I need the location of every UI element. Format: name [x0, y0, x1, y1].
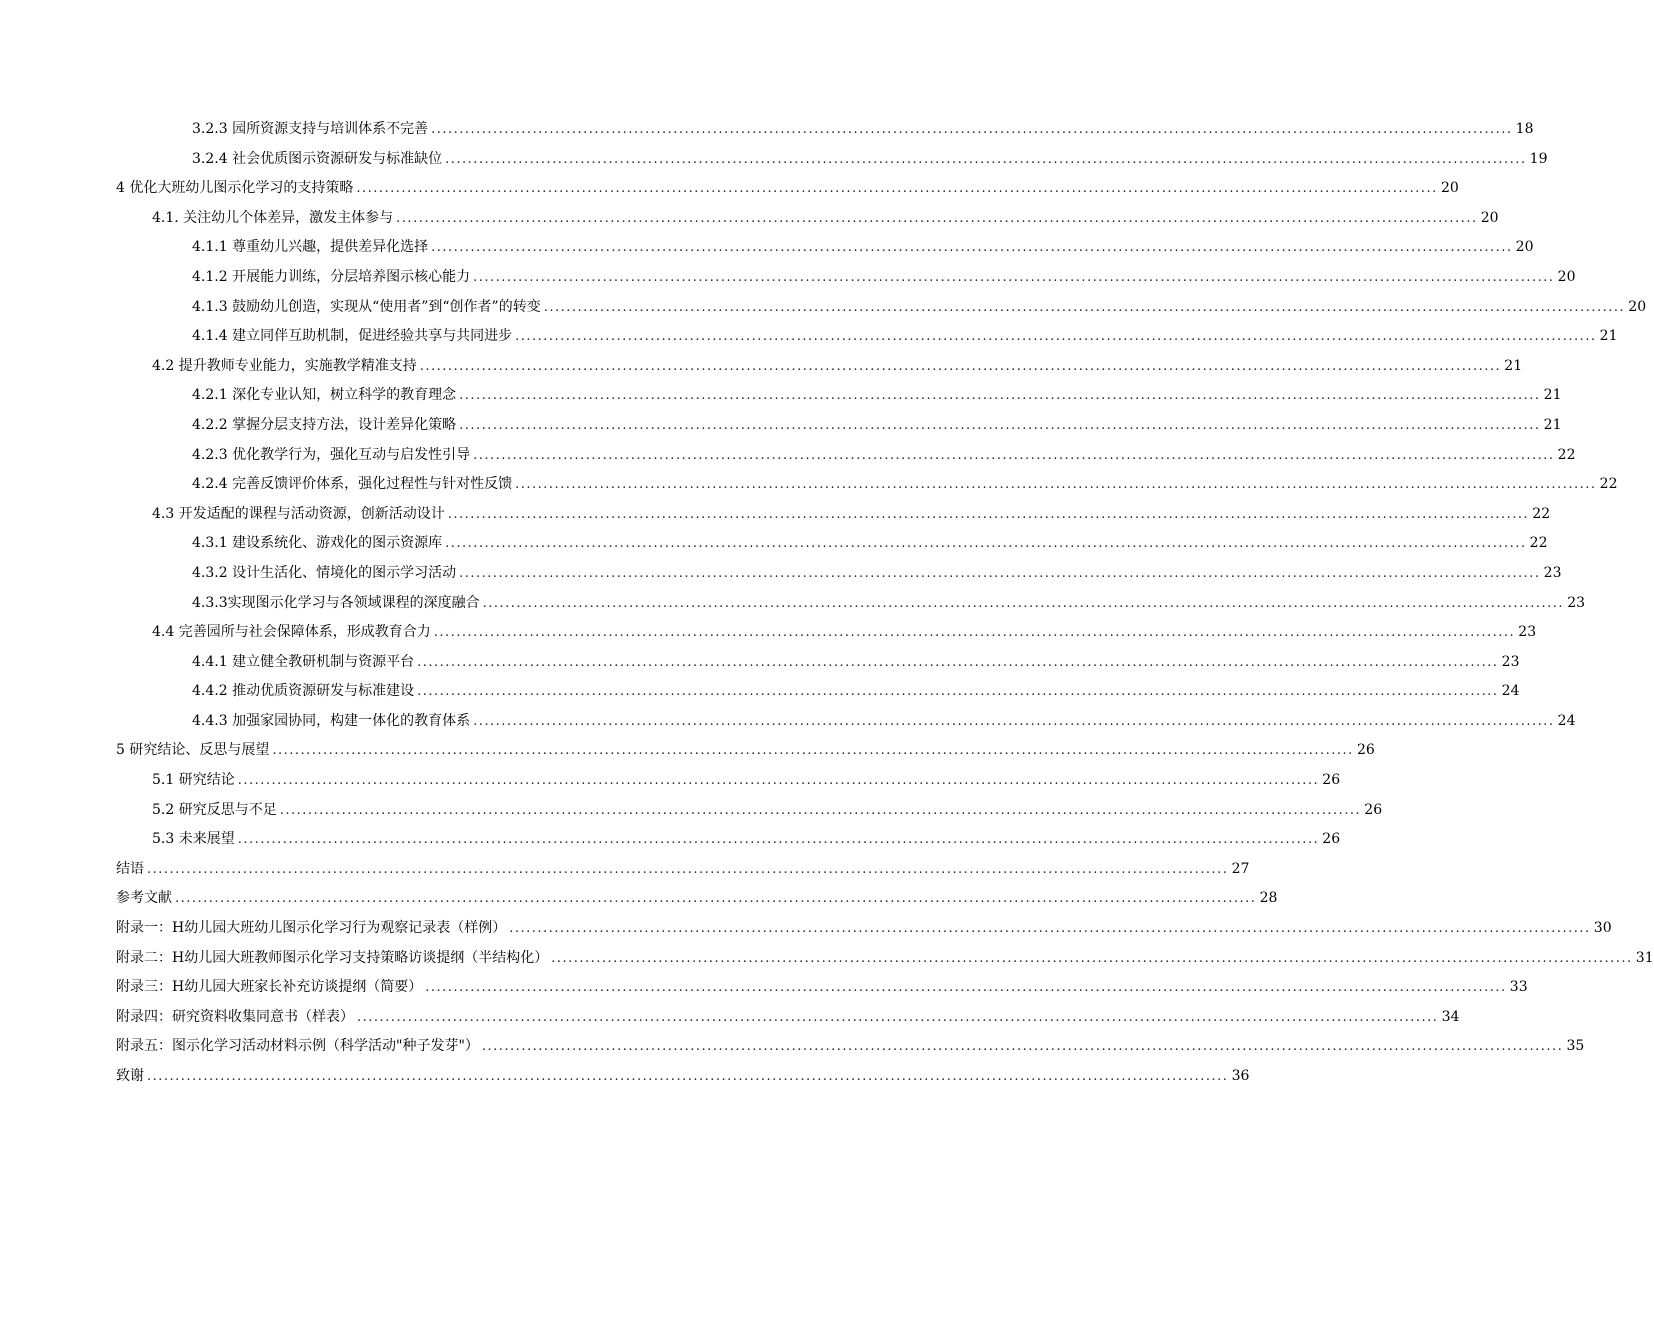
toc-entry-page-number: 33 [1509, 979, 1528, 996]
toc-entry[interactable] [116, 529, 1548, 559]
toc-entry-page-number: 24 [1557, 712, 1576, 729]
toc-entry[interactable] [116, 263, 1576, 293]
toc-entry-page-number: 26 [1322, 831, 1341, 848]
toc-entry-title: 参考文献 [116, 890, 172, 907]
toc-entry-page-number: 35 [1566, 1038, 1585, 1055]
toc-entry-title: 致谢 [116, 1068, 144, 1084]
toc-entry-page-number: 18 [1515, 121, 1534, 137]
toc-dot-leader [551, 944, 1632, 974]
toc-entry-title: 4.3.3实现图示化学习与各领域课程的深度融合 [192, 594, 480, 611]
toc-dot-leader [238, 825, 1319, 855]
toc-entry-title: 4.1.4 建立同伴互助机制，促进经验共享与共同进步 [192, 328, 513, 345]
toc-entry-title: 4.3 开发适配的课程与活动资源，创新活动设计 [152, 505, 445, 522]
toc-entry[interactable] [116, 648, 1520, 678]
toc-entry-page-number: 22 [1532, 505, 1551, 522]
toc-entry[interactable] [116, 352, 1523, 382]
toc-dot-leader [509, 914, 1590, 944]
toc-entry[interactable] [116, 204, 1499, 234]
toc-entry-title: 4.2.1 深化专业认知，树立科学的教育理念 [192, 387, 457, 404]
toc-entry-title: 附录一：H幼儿园大班幼儿图示化学习行为观察记录表（样例） [116, 920, 507, 937]
toc-entry[interactable] [116, 115, 1534, 145]
toc-entry[interactable] [116, 736, 1375, 766]
toc-dot-leader [445, 145, 1526, 175]
toc-entry[interactable] [116, 1032, 1585, 1062]
toc-dot-leader [482, 1032, 1563, 1062]
toc-entry-page-number: 23 [1501, 653, 1520, 670]
toc-entry[interactable] [116, 855, 1250, 885]
toc-entry-page-number: 21 [1504, 357, 1523, 374]
toc-entry[interactable] [116, 500, 1551, 530]
toc-entry-title: 3.2.3 园所资源支持与培训体系不完善 [192, 121, 429, 137]
toc-entry-page-number: 22 [1557, 446, 1576, 463]
toc-entry-page-number: 22 [1599, 476, 1618, 493]
toc-dot-leader [431, 233, 1512, 263]
toc-entry[interactable] [116, 618, 1537, 648]
toc-entry-page-number: 23 [1518, 624, 1537, 641]
toc-dot-leader [434, 618, 1515, 648]
toc-entry-page-number: 24 [1501, 683, 1520, 700]
toc-entry[interactable] [116, 174, 1459, 204]
toc-entry[interactable] [116, 441, 1576, 471]
toc-entry-page-number: 20 [1557, 268, 1576, 285]
toc-entry-page-number: 21 [1543, 387, 1562, 404]
toc-entry-title: 3.2.4 社会优质图示资源研发与标准缺位 [192, 150, 443, 167]
toc-entry-title: 附录四：研究资料收集同意书（样表） [116, 1008, 354, 1025]
toc-entry-page-number: 26 [1322, 772, 1341, 789]
toc-dot-leader [431, 115, 1512, 145]
toc-dot-leader [544, 293, 1625, 323]
toc-dot-leader [459, 411, 1540, 441]
toc-dot-leader [280, 796, 1361, 826]
toc-entry-title: 4.4.2 推动优质资源研发与标准建设 [192, 683, 415, 700]
toc-dot-leader [238, 766, 1319, 796]
toc-entry[interactable] [116, 145, 1548, 175]
toc-entry-page-number: 27 [1231, 860, 1250, 877]
toc-entry-title: 4.4.3 加强家园协同，构建一体化的教育体系 [192, 712, 471, 729]
toc-entry-title: 结语 [116, 860, 144, 877]
toc-entry-title: 4 优化大班幼儿图示化学习的支持策略 [116, 180, 354, 197]
toc-entry[interactable] [116, 944, 1654, 974]
toc-dot-leader [417, 648, 1498, 678]
toc-entry-title: 4.1.1 尊重幼儿兴趣，提供差异化选择 [192, 239, 429, 256]
toc-entry-title: 5.1 研究结论 [152, 772, 235, 789]
toc-dot-leader [459, 381, 1540, 411]
toc-entry[interactable] [116, 559, 1562, 589]
toc-dot-leader [420, 352, 1501, 382]
toc-entry-page-number: 21 [1543, 416, 1562, 433]
toc-entry-page-number: 26 [1356, 742, 1375, 759]
toc-entry[interactable] [116, 677, 1520, 707]
toc-entry-title: 4.1.3 鼓励幼儿创造，实现从“使用者”到“创作者”的转变 [192, 298, 541, 315]
toc-entry-title: 附录二：H幼儿园大班教师图示化学习支持策略访谈提纲（半结构化） [116, 949, 549, 966]
toc-entry-page-number: 23 [1567, 594, 1586, 611]
toc-entry-title: 5.3 未来展望 [152, 831, 235, 848]
toc-entry-page-number: 20 [1440, 180, 1459, 197]
toc-entry-title: 4.2.2 掌握分层支持方法，设计差异化策略 [192, 416, 457, 433]
toc-entry-title: 附录三：H幼儿园大班家长补充访谈提纲（简要） [116, 979, 423, 996]
toc-entry-page-number: 30 [1593, 920, 1612, 937]
toc-dot-leader [483, 589, 1564, 619]
toc-entry[interactable] [116, 411, 1562, 441]
toc-dot-leader [459, 559, 1540, 589]
toc-entry-page-number: 20 [1628, 298, 1647, 315]
toc-entry-page-number: 28 [1259, 890, 1278, 907]
toc-entry-title: 4.2.4 完善反馈评价体系，强化过程性与针对性反馈 [192, 476, 513, 493]
toc-dot-leader [473, 263, 1554, 293]
toc-dot-leader [448, 500, 1529, 530]
toc-entry-title: 附录五：图示化学习活动材料示例（科学活动"种子发芽"） [116, 1038, 479, 1055]
toc-entry-title: 4.4 完善园所与社会保障体系，形成教育合力 [152, 624, 431, 641]
toc-entry-page-number: 23 [1543, 564, 1562, 581]
toc-entry[interactable] [116, 1003, 1460, 1033]
toc-entry[interactable] [116, 884, 1278, 914]
toc-dot-leader [515, 322, 1596, 352]
toc-entry[interactable] [116, 914, 1612, 944]
toc-dot-leader [396, 204, 1477, 234]
toc-dot-leader [417, 677, 1498, 707]
toc-entry[interactable] [116, 707, 1576, 737]
toc-entry-title: 4.1. 关注幼儿个体差异，激发主体参与 [152, 209, 394, 226]
toc-entry[interactable] [116, 973, 1528, 1003]
toc-dot-leader [272, 736, 1353, 766]
toc-entry-page-number: 21 [1599, 328, 1618, 345]
toc-entry-title: 4.1.2 开展能力训练，分层培养图示核心能力 [192, 268, 471, 285]
toc-entry-title: 4.2 提升教师专业能力，实施教学精准支持 [152, 357, 417, 374]
toc-entry[interactable] [116, 766, 1341, 796]
toc-dot-leader [473, 707, 1554, 737]
toc-entry-title: 4.3.1 建设系统化、游戏化的图示资源库 [192, 535, 443, 552]
toc-entry-page-number: 31 [1635, 949, 1654, 966]
toc-entry[interactable] [116, 293, 1647, 323]
toc-dot-leader [425, 973, 1506, 1003]
toc-entry-page-number: 36 [1231, 1068, 1250, 1084]
toc-entry[interactable] [116, 233, 1534, 263]
toc-entry-page-number: 20 [1480, 209, 1499, 226]
toc-entry[interactable] [116, 825, 1341, 855]
toc-entry-page-number: 34 [1441, 1008, 1460, 1025]
toc-dot-leader [357, 1003, 1438, 1033]
toc-entry-title: 5.2 研究反思与不足 [152, 801, 277, 818]
toc-entry[interactable] [116, 589, 1586, 619]
toc-entry-title: 4.4.1 建立健全教研机制与资源平台 [192, 653, 415, 670]
toc-dot-leader [356, 174, 1437, 204]
table-of-contents [116, 115, 1654, 1092]
toc-entry-page-number: 20 [1515, 239, 1534, 256]
toc-entry-title: 4.2.3 优化教学行为，强化互动与启发性引导 [192, 446, 471, 463]
toc-entry[interactable] [116, 796, 1383, 826]
toc-entry-title: 5 研究结论、反思与展望 [116, 742, 270, 759]
toc-entry-title: 4.3.2 设计生活化、情境化的图示学习活动 [192, 564, 457, 581]
toc-dot-leader [147, 1062, 1228, 1092]
toc-entry[interactable] [116, 381, 1562, 411]
toc-dot-leader [445, 529, 1526, 559]
toc-dot-leader [515, 470, 1596, 500]
toc-entry[interactable] [116, 322, 1618, 352]
toc-entry-page-number: 26 [1364, 801, 1383, 818]
toc-dot-leader [175, 884, 1256, 914]
toc-entry-page-number: 19 [1529, 150, 1548, 167]
toc-entry[interactable] [116, 470, 1618, 500]
toc-entry[interactable] [116, 1062, 1250, 1092]
toc-entry-page-number: 22 [1529, 535, 1548, 552]
toc-dot-leader [473, 441, 1554, 471]
toc-dot-leader [147, 855, 1228, 885]
